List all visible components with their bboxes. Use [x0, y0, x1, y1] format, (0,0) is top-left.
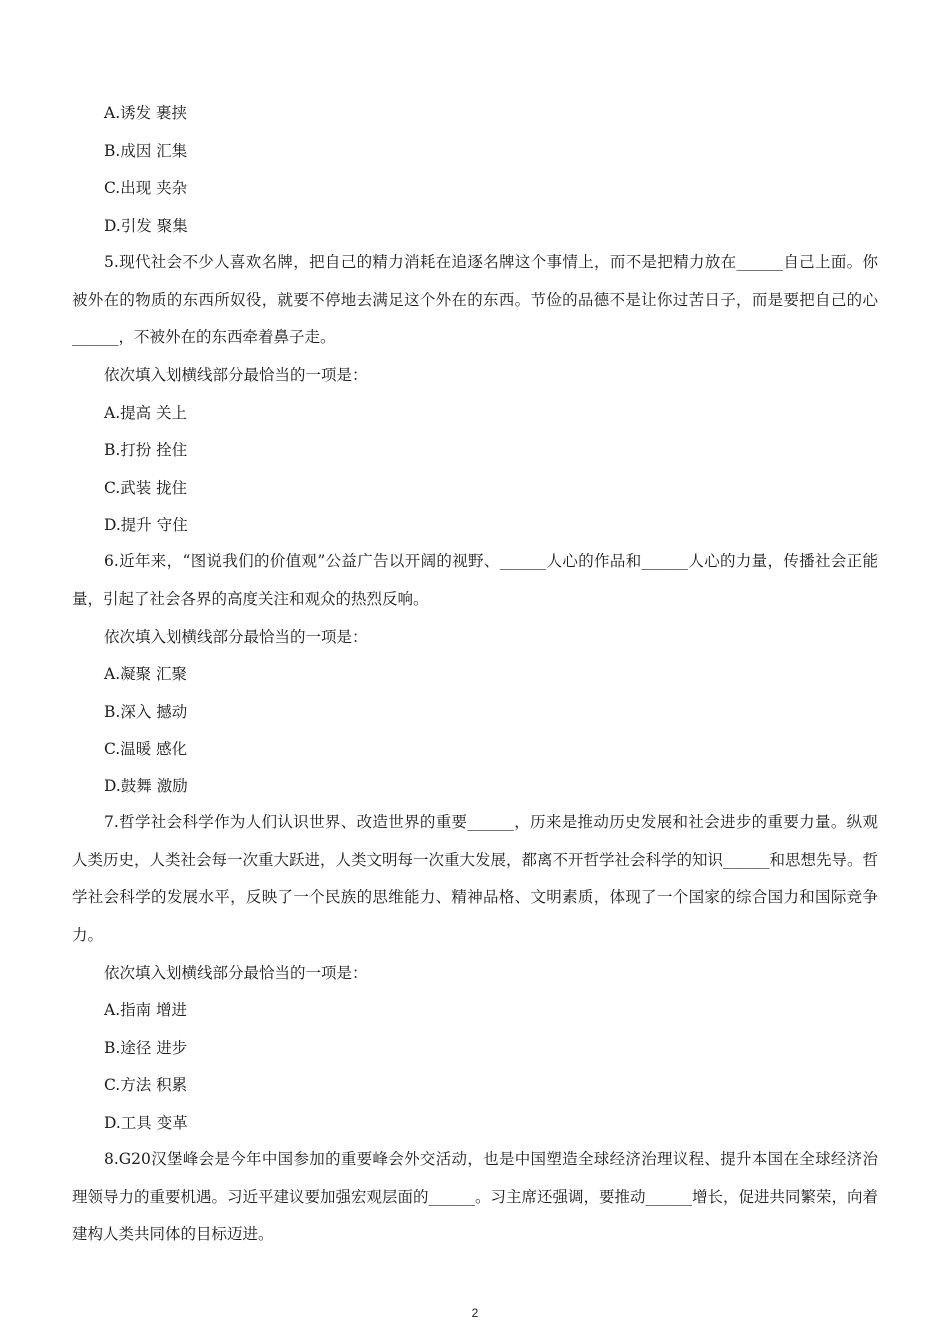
- q4-option-c: C.出现 夹杂: [104, 179, 188, 197]
- q4-option-d: D.引发 聚集: [104, 217, 188, 235]
- q4-option-b: B.成因 汇集: [104, 142, 188, 160]
- q6-option-b: B.深入 撼动: [104, 703, 188, 721]
- q7-prompt: 依次填入划横线部分最恰当的一项是：: [104, 964, 368, 982]
- q5-option-a: A.提高 关上: [104, 404, 188, 422]
- q6-prompt: 依次填入划横线部分最恰当的一项是：: [104, 628, 368, 646]
- q5-prompt: 依次填入划横线部分最恰当的一项是：: [104, 366, 368, 384]
- q7-option-d: D.工具 变革: [104, 1114, 188, 1132]
- q7-option-a: A.指南 增进: [104, 1001, 188, 1019]
- q5-option-d: D.提升 守住: [104, 516, 188, 534]
- q5-option-b: B.打扮 拴住: [104, 441, 188, 459]
- q7-option-c: C.方法 积累: [104, 1076, 188, 1094]
- q8-stem: 8.G20汉堡峰会是今年中国参加的重要峰会外交活动，也是中国塑造全球经济治理议程、提升本国在全球经济治理领导力的重要机遇。习近平建议要加强宏观层面的______。习主席还强调，要推动______增长，促进共同繁荣，向着建构人类共同体的目标迈进。: [72, 1150, 879, 1243]
- q6-option-c: C.温暖 感化: [104, 740, 188, 758]
- q4-option-a: A.诱发 裹挟: [104, 104, 188, 122]
- q6-option-d: D.鼓舞 激励: [104, 777, 188, 795]
- q5-stem: 5.现代社会不少人喜欢名牌，把自己的精力消耗在追逐名牌这个事情上，而不是把精力放在______自己上面。你被外在的物质的东西所奴役，就要不停地去满足这个外在的东西。节俭的品德不是让你过苦日子，而是要把自己的心______，不被外在的东西牵着鼻子走。: [72, 253, 878, 346]
- q6-option-a: A.凝聚 汇聚: [104, 665, 188, 683]
- q5-option-c: C.武装 拢住: [104, 479, 188, 497]
- page-number: 2: [471, 1306, 479, 1320]
- q7-stem: 7.哲学社会科学作为人们认识世界、改造世界的重要______，历来是推动历史发展和社会进步的重要力量。纵观人类历史，人类社会每一次重大跃进，人类文明每一次重大发展，都离不开哲学社会科学的知识______和思想先导。哲学社会科学的发展水平，反映了一个民族的思维能力、精神品格、文明素质，体现了一个国家的综合国力和国际竞争力。: [72, 813, 879, 944]
- q7-option-b: B.途径 进步: [104, 1039, 188, 1057]
- q6-stem: 6.近年来，“图说我们的价值观”公益广告以开阔的视野、______人心的作品和______人心的力量，传播社会正能量，引起了社会各界的高度关注和观众的热烈反响。: [72, 552, 878, 608]
